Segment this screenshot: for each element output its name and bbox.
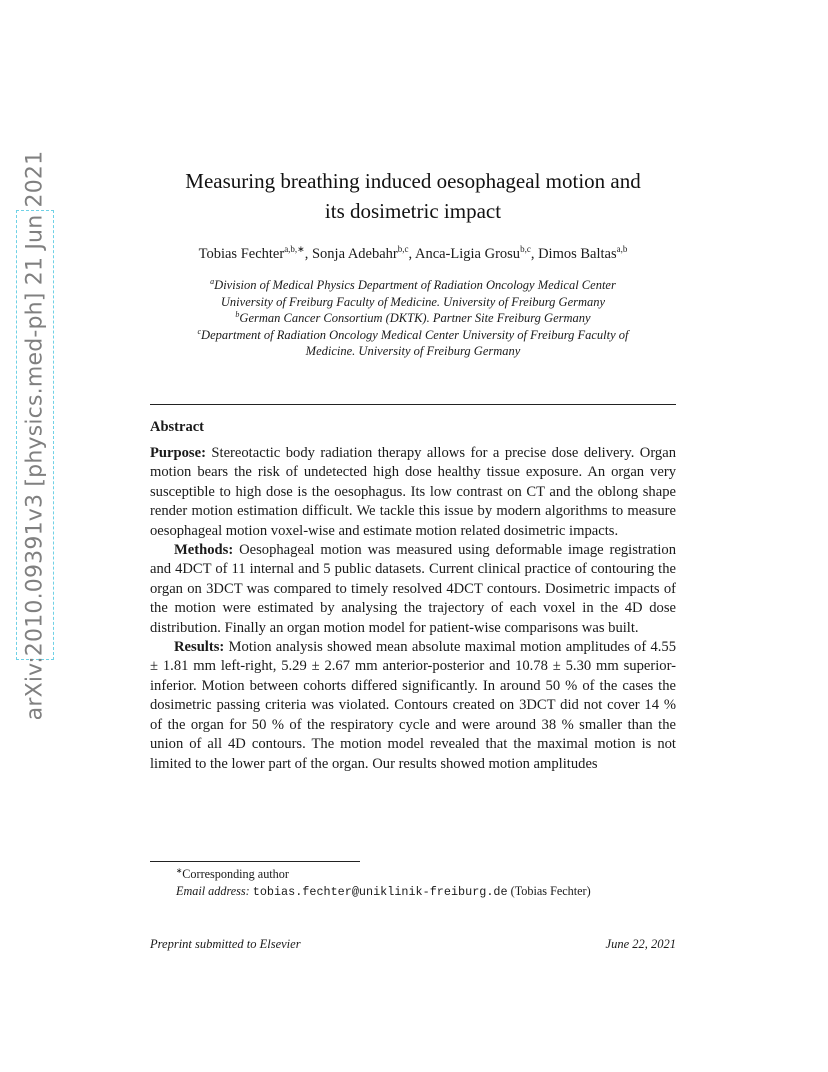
author-affiliation-marks: a,b,∗ xyxy=(284,244,305,255)
affiliation-c-cont: Medicine. University of Freiburg Germany xyxy=(305,344,521,359)
email-owner: (Tobias Fechter) xyxy=(507,884,591,898)
results-text: Motion analysis showed mean absolute maximal motion amplitudes of 4.55 ± 1.81 mm left-right, 5.29 ± 2.67 mm anterior-posterior and 10.78 ± 5.30 mm superior-inferior. Motion between cohorts differed significantly. In around 50 % of the cases the dosimetric passing criteria was violated. Contours created on 3DCT did not cover 14 % of the organ for 50 % of the respiratory cycle and were around 38 % smaller than the union of all 4D contours. The motion model revealed that the maximal motion is not limited to the lower part of the organ. Our results showed motion amplitudes xyxy=(150,639,676,772)
author-affiliation-marks: b,c xyxy=(520,244,531,255)
author-name: Dimos Baltas xyxy=(538,246,617,262)
corresponding-author-note xyxy=(176,866,676,883)
affiliation-c xyxy=(150,327,676,344)
footnote xyxy=(176,866,676,901)
email-line xyxy=(176,883,676,901)
affiliation-text: German Cancer Consortium (DKTK). Partner Site Freiburg Germany xyxy=(239,311,591,326)
corresponding-author-label: Corresponding author xyxy=(182,867,289,881)
abstract-methods xyxy=(150,541,676,638)
author-separator: , xyxy=(304,246,312,262)
affiliation-text: Division of Medical Physics Department of Radiation Oncology Medical Center xyxy=(214,278,616,292)
affiliation-mark: b xyxy=(235,310,240,320)
affiliation-b xyxy=(150,310,676,327)
abstract-purpose xyxy=(150,444,676,541)
affiliations xyxy=(150,277,676,360)
title-line-1: Measuring breathing induced oesophageal motion and xyxy=(185,169,641,193)
author-affiliation-marks: b,c xyxy=(397,244,409,255)
affiliation-a xyxy=(150,277,676,294)
email-link[interactable]: tobias.fechter@uniklinik-freiburg.de xyxy=(252,885,508,899)
email-label: Email address: xyxy=(176,884,250,898)
preprint-note: Preprint submitted to Elsevier xyxy=(150,937,301,951)
affiliation-mark: a xyxy=(210,276,215,286)
affiliation-mark: c xyxy=(197,326,202,336)
author-name: Tobias Fechter xyxy=(198,246,285,262)
arxiv-id-text: arXiv:2010.09391v3 [physics.med-ph] 21 Jun 2021 xyxy=(22,150,48,720)
abstract-body xyxy=(150,444,676,774)
arxiv-identifier-stamp[interactable] xyxy=(16,150,54,720)
author-name: Anca-Ligia Grosu xyxy=(414,246,521,262)
purpose-label: Purpose: xyxy=(150,445,206,461)
abstract-heading: Abstract xyxy=(150,419,204,435)
results-label: Results: xyxy=(174,639,225,656)
abstract-results xyxy=(150,638,676,774)
methods-text: Oesophageal motion was measured using deformable image registration and 4DCT of 11 internal and 5 public datasets. Current clinical practice of contouring the organ on 3DCT was compared to timely resolved 4DCT contours. Dosimetric impacts of the motion were estimated by analysing the trajectory of each voxel in the 4D dose distribution. Finally an organ motion model for patient-wise comparisons was built. xyxy=(150,542,676,636)
author-name: Sonja Adebahr xyxy=(311,246,398,262)
affiliation-a-cont: University of Freiburg Faculty of Medicine. University of Freiburg Germany xyxy=(220,294,606,309)
author-affiliation-marks: a,b xyxy=(616,244,628,255)
affiliation-text: Department of Radiation Oncology Medical Center University of Freiburg Faculty of xyxy=(201,327,629,342)
footnote-mark: ∗ xyxy=(176,865,183,875)
author-separator: , xyxy=(530,246,539,262)
footnote-divider xyxy=(150,861,360,862)
author-list xyxy=(150,244,676,264)
title-line-2: its dosimetric impact xyxy=(324,199,502,223)
author-separator: , xyxy=(408,246,415,262)
purpose-text: Stereotactic body radiation therapy allows for a precise dose delivery. Organ motion bears the risk of undetected high dose healthy tissue exposure. An organ very susceptible to high dose is the oesophagus. Its low contrast on CT and the oblong shape render motion estimation difficult. We tackle this issue by modern algorithms to measure oesophageal motion voxel-wise and estimate motion related dosimetric impacts. xyxy=(150,445,676,539)
abstract-divider xyxy=(150,404,676,405)
paper-title xyxy=(150,166,676,226)
methods-label: Methods: xyxy=(174,542,234,559)
preprint-date: June 22, 2021 xyxy=(605,937,676,951)
